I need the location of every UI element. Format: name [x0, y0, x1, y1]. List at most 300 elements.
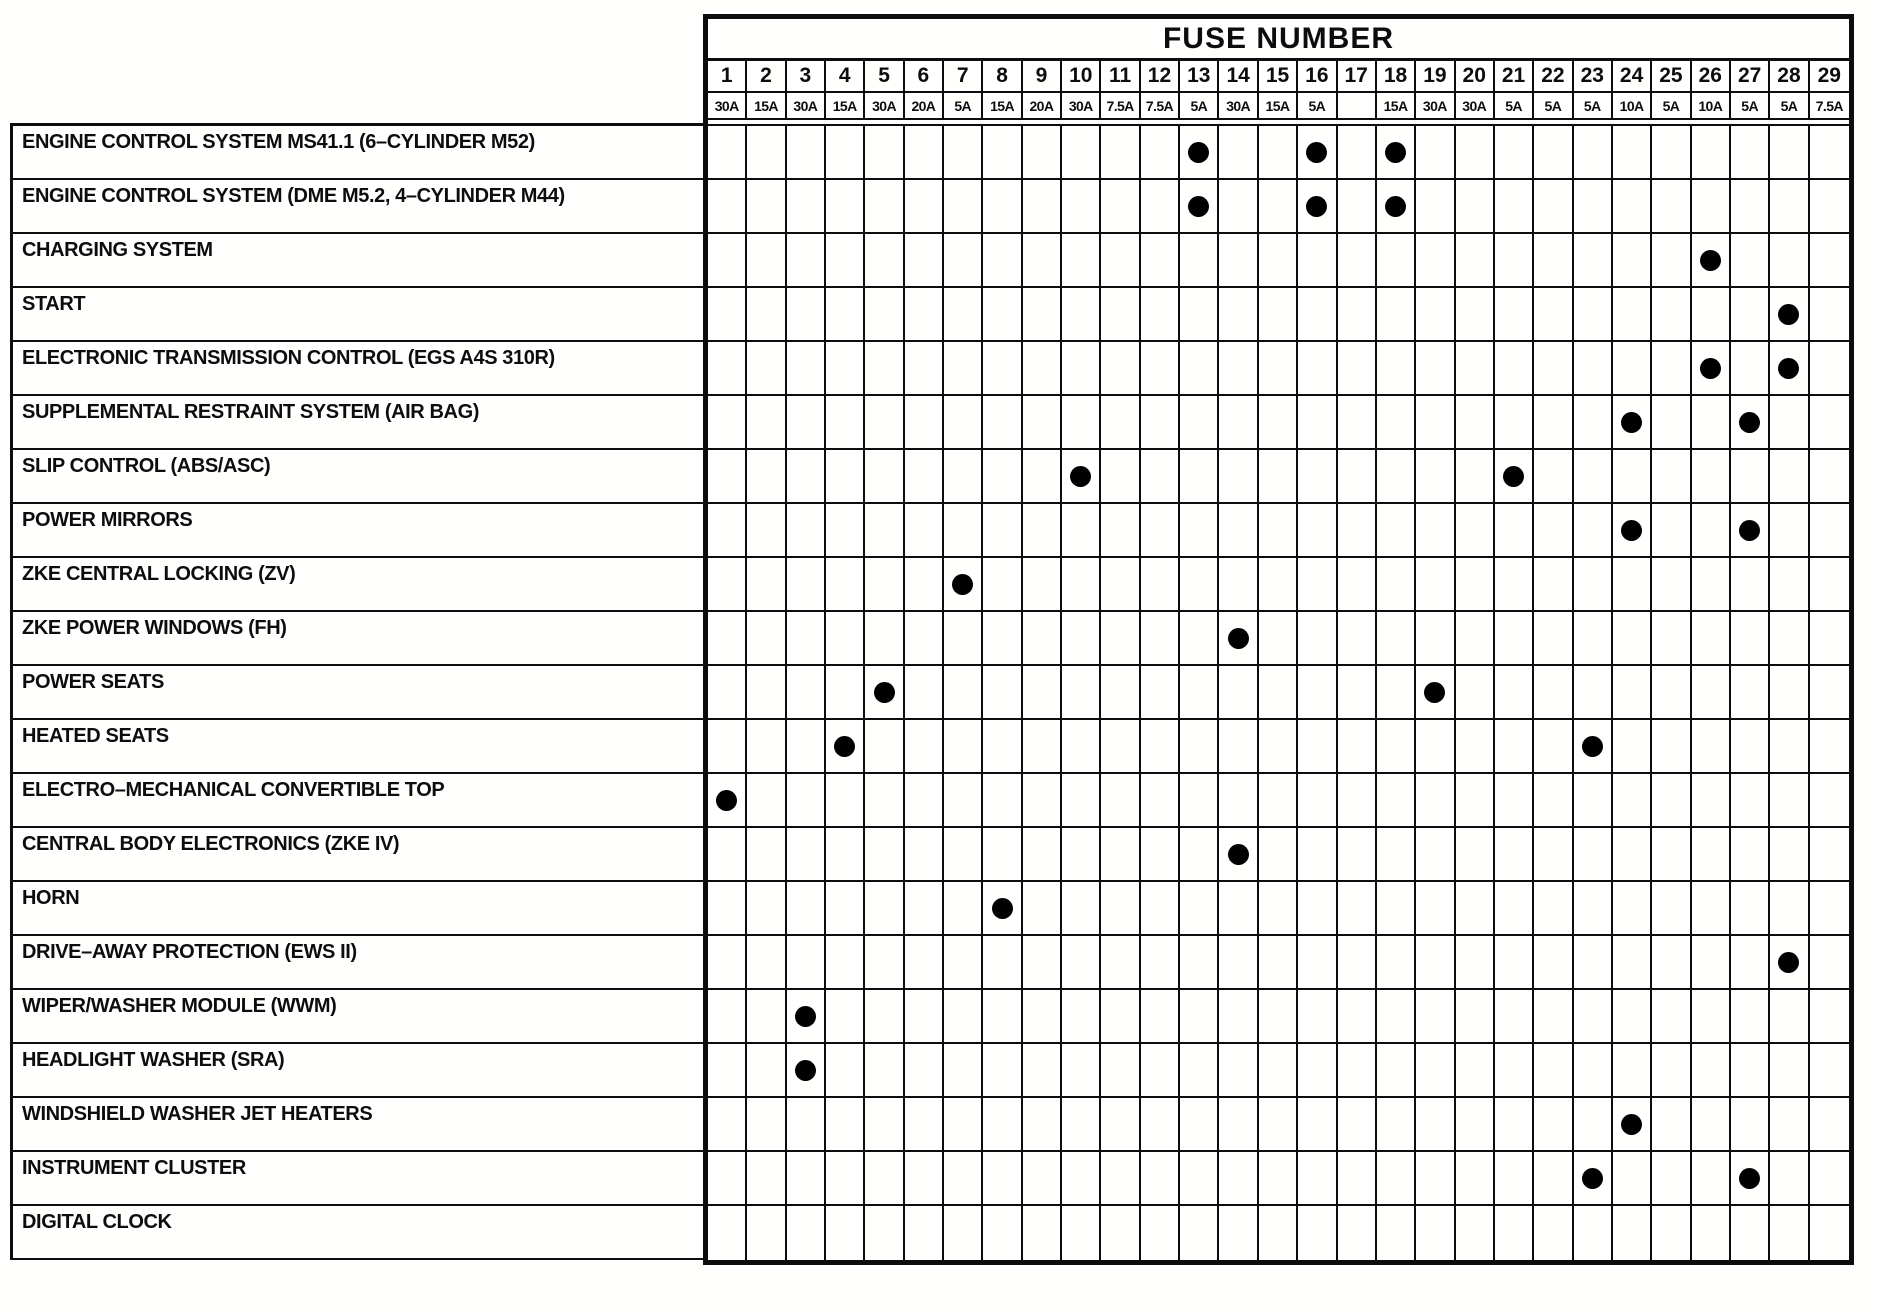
grid-cell [865, 936, 904, 990]
fuse-amperage-cell: 30A [787, 93, 826, 118]
grid-cell [1062, 180, 1101, 234]
grid-cell [708, 1152, 747, 1206]
fuse-assignment-dot [1778, 952, 1799, 973]
fuse-number-cell: 17 [1338, 61, 1377, 91]
grid-cell [905, 180, 944, 234]
grid-cell [1259, 720, 1298, 774]
grid-cell [1338, 504, 1377, 558]
grid-cell [1534, 180, 1573, 234]
grid-cell [826, 936, 865, 990]
grid-cell [747, 342, 786, 396]
grid-cell [1023, 396, 1062, 450]
grid-cell [826, 180, 865, 234]
grid-cell [1534, 828, 1573, 882]
grid-cell [708, 180, 747, 234]
grid-cell [1377, 1206, 1416, 1260]
grid-cell [983, 450, 1022, 504]
system-label-row [10, 504, 703, 558]
grid-cell [1534, 990, 1573, 1044]
grid-cell [1062, 1152, 1101, 1206]
grid-cell [1180, 990, 1219, 1044]
fuse-amperage-cell: 15A [747, 93, 786, 118]
grid-cell [1770, 666, 1809, 720]
grid-cell [1180, 558, 1219, 612]
fuse-number-cell: 12 [1141, 61, 1180, 91]
grid-cell [1298, 774, 1337, 828]
grid-cell [1416, 990, 1455, 1044]
grid-cell [865, 1098, 904, 1152]
grid-cell [1731, 504, 1770, 558]
fuse-assignment-dot [992, 898, 1013, 919]
grid-cell [1534, 558, 1573, 612]
grid-cell [1574, 990, 1613, 1044]
fuse-amperage-cell: 20A [905, 93, 944, 118]
grid-cell [865, 720, 904, 774]
grid-cell [1770, 990, 1809, 1044]
grid-cell [1298, 666, 1337, 720]
grid-cell [905, 288, 944, 342]
grid-cell [1023, 612, 1062, 666]
grid-cell [708, 666, 747, 720]
fuse-number-cell: 9 [1023, 61, 1062, 91]
fuse-assignment-dot [795, 1006, 816, 1027]
fuse-number-cell: 26 [1692, 61, 1731, 91]
grid-cell [1141, 504, 1180, 558]
grid-cell [1180, 1152, 1219, 1206]
grid-cell [826, 1152, 865, 1206]
grid-cell [1219, 1152, 1258, 1206]
grid-cell [944, 666, 983, 720]
grid-cell [1023, 288, 1062, 342]
system-label-row [10, 882, 703, 936]
grid-cell [1219, 126, 1258, 180]
grid-cell [865, 882, 904, 936]
grid-cell [1219, 882, 1258, 936]
grid-cell [1377, 1098, 1416, 1152]
grid-cell [1298, 342, 1337, 396]
grid-cell [747, 612, 786, 666]
fuse-amperage-cell: 5A [1731, 93, 1770, 118]
grid-cell [787, 774, 826, 828]
grid-cell [1416, 396, 1455, 450]
grid-cell [708, 342, 747, 396]
grid-cell [1652, 342, 1691, 396]
fuse-assignment-dot [1621, 1114, 1642, 1135]
grid-cell [1613, 990, 1652, 1044]
fuse-amperage-cell: 5A [1495, 93, 1534, 118]
grid-cell [1141, 450, 1180, 504]
fuse-assignment-dot [1739, 1168, 1760, 1189]
grid-cell [1377, 450, 1416, 504]
grid-cell [1495, 936, 1534, 990]
fuse-number-cell: 7 [944, 61, 983, 91]
grid-cell [1219, 288, 1258, 342]
grid-cell [905, 126, 944, 180]
grid-cell [1101, 828, 1140, 882]
grid-cell [1613, 1044, 1652, 1098]
system-label: ENGINE CONTROL SYSTEM MS41.1 (6–CYLINDER M52) [22, 131, 535, 153]
grid-cell [1259, 612, 1298, 666]
system-label: DRIVE–AWAY PROTECTION (EWS II) [22, 941, 357, 963]
grid-cell [1141, 234, 1180, 288]
grid-cell [865, 288, 904, 342]
grid-cell [1456, 1098, 1495, 1152]
fuse-number-cell: 4 [826, 61, 865, 91]
grid-cell [1574, 396, 1613, 450]
grid-cell [1298, 504, 1337, 558]
grid-cell [1141, 612, 1180, 666]
grid-cell [1338, 666, 1377, 720]
system-label-row [10, 990, 703, 1044]
grid-cell [1416, 666, 1455, 720]
grid-cell [787, 1206, 826, 1260]
grid-cell [1731, 774, 1770, 828]
grid-cell [1495, 288, 1534, 342]
grid-cell [1180, 396, 1219, 450]
grid-cell [1810, 1206, 1849, 1260]
grid-cell [905, 936, 944, 990]
fuse-amperage-cell: 15A [826, 93, 865, 118]
grid-cell [1180, 180, 1219, 234]
grid-cell [1613, 720, 1652, 774]
fuse-assignment-dot [834, 736, 855, 757]
system-label-row [10, 1098, 703, 1152]
grid-cell [1141, 180, 1180, 234]
grid-cell [1062, 774, 1101, 828]
grid-cell [1731, 180, 1770, 234]
grid-cell [983, 396, 1022, 450]
grid-cell [1180, 1098, 1219, 1152]
grid-cell [1298, 1152, 1337, 1206]
grid-cell [1652, 774, 1691, 828]
grid-cell [1692, 126, 1731, 180]
grid-cell [944, 396, 983, 450]
grid-cell [1770, 1152, 1809, 1206]
grid-cell [865, 774, 904, 828]
system-labels-column [10, 123, 703, 1260]
grid-cell [1338, 882, 1377, 936]
fuse-number-cell: 20 [1456, 61, 1495, 91]
fuse-assignment-dot [1778, 358, 1799, 379]
grid-cell [1062, 126, 1101, 180]
grid-cell [747, 774, 786, 828]
grid-cell [1456, 504, 1495, 558]
grid-cell [1141, 1044, 1180, 1098]
grid-cell [1298, 828, 1337, 882]
system-label-row [10, 1044, 703, 1098]
grid-cell [1101, 1206, 1140, 1260]
system-label-row [10, 1152, 703, 1206]
grid-cell [865, 504, 904, 558]
fuse-dot-grid [708, 126, 1849, 1260]
grid-cell [1574, 288, 1613, 342]
grid-cell [1298, 720, 1337, 774]
grid-cell [1377, 720, 1416, 774]
grid-cell [983, 180, 1022, 234]
grid-cell [1574, 612, 1613, 666]
grid-cell [865, 612, 904, 666]
grid-cell [1692, 234, 1731, 288]
grid-cell [1810, 720, 1849, 774]
grid-cell [787, 1152, 826, 1206]
grid-cell [826, 1044, 865, 1098]
grid-cell [1101, 558, 1140, 612]
grid-cell [708, 504, 747, 558]
grid-cell [1259, 396, 1298, 450]
grid-cell [1101, 396, 1140, 450]
grid-cell [1810, 936, 1849, 990]
grid-cell [983, 504, 1022, 558]
grid-cell [1731, 450, 1770, 504]
fuse-amperage-cell: 30A [1456, 93, 1495, 118]
grid-cell [865, 828, 904, 882]
grid-cell [1377, 558, 1416, 612]
fuse-amperage-cell: 5A [1298, 93, 1337, 118]
grid-cell [1141, 126, 1180, 180]
grid-cell [1259, 1098, 1298, 1152]
grid-cell [1692, 936, 1731, 990]
grid-cell [1219, 558, 1258, 612]
grid-cell [747, 288, 786, 342]
grid-cell [1495, 1098, 1534, 1152]
grid-cell [1298, 882, 1337, 936]
grid-cell [826, 828, 865, 882]
grid-cell [1495, 450, 1534, 504]
grid-cell [787, 882, 826, 936]
fuse-assignment-dot [1739, 520, 1760, 541]
grid-cell [865, 558, 904, 612]
grid-cell [1495, 126, 1534, 180]
grid-cell [1495, 180, 1534, 234]
fuse-assignment-dot [1582, 1168, 1603, 1189]
grid-cell [1810, 1098, 1849, 1152]
grid-cell [1338, 558, 1377, 612]
grid-cell [1062, 882, 1101, 936]
grid-cell [1652, 1206, 1691, 1260]
system-label: DIGITAL CLOCK [22, 1211, 172, 1233]
fuse-number-cell: 29 [1817, 64, 1841, 87]
grid-cell [1180, 612, 1219, 666]
system-label: WINDSHIELD WASHER JET HEATERS [22, 1103, 373, 1125]
grid-cell [1770, 504, 1809, 558]
grid-cell [865, 234, 904, 288]
grid-cell [1101, 288, 1140, 342]
grid-cell [1062, 288, 1101, 342]
grid-cell [1298, 990, 1337, 1044]
system-label-row [10, 342, 703, 396]
grid-cell [1770, 126, 1809, 180]
grid-cell [1810, 288, 1849, 342]
grid-cell [1770, 180, 1809, 234]
grid-cell [1652, 720, 1691, 774]
grid-cell [1731, 828, 1770, 882]
grid-cell [1456, 1044, 1495, 1098]
fuse-number-cell: 14 [1219, 61, 1258, 91]
grid-cell [1534, 1206, 1573, 1260]
grid-cell [1219, 612, 1258, 666]
grid-cell [708, 1044, 747, 1098]
grid-cell [1219, 396, 1258, 450]
grid-cell [1652, 234, 1691, 288]
system-label-row [10, 774, 703, 828]
grid-cell [1731, 288, 1770, 342]
grid-cell [1338, 342, 1377, 396]
grid-cell [1534, 1044, 1573, 1098]
grid-cell [1692, 990, 1731, 1044]
grid-cell [1416, 1098, 1455, 1152]
grid-cell [787, 180, 826, 234]
grid-cell [1456, 396, 1495, 450]
grid-cell [1298, 936, 1337, 990]
grid-cell [1574, 1044, 1613, 1098]
grid-cell [1101, 504, 1140, 558]
grid-cell [1259, 882, 1298, 936]
grid-cell [1534, 666, 1573, 720]
grid-cell [1770, 612, 1809, 666]
grid-cell [1495, 1044, 1534, 1098]
grid-cell [1062, 396, 1101, 450]
system-label: SLIP CONTROL (ABS/ASC) [22, 455, 271, 477]
grid-cell [1770, 936, 1809, 990]
grid-cell [1692, 666, 1731, 720]
fuse-number-cell: 22 [1534, 61, 1573, 91]
grid-cell [1731, 936, 1770, 990]
fuse-amperage-cell: 5A [1180, 93, 1219, 118]
grid-cell [1101, 936, 1140, 990]
grid-cell [1298, 1044, 1337, 1098]
grid-cell [905, 558, 944, 612]
grid-cell [787, 666, 826, 720]
fuse-assignment-dot [1739, 412, 1760, 433]
grid-cell [1377, 1044, 1416, 1098]
grid-cell [1416, 1152, 1455, 1206]
grid-cell [1416, 774, 1455, 828]
system-label: WIPER/WASHER MODULE (WWM) [22, 995, 337, 1017]
fuse-assignment-dot [716, 790, 737, 811]
grid-cell [1574, 342, 1613, 396]
grid-cell [1141, 1206, 1180, 1260]
grid-cell [1298, 558, 1337, 612]
system-label: ELECTRO–MECHANICAL CONVERTIBLE TOP [22, 779, 445, 801]
grid-cell [944, 720, 983, 774]
fuse-assignment-dot [1424, 682, 1445, 703]
fuse-assignment-dot [1306, 196, 1327, 217]
grid-cell [1416, 558, 1455, 612]
system-label: HORN [22, 887, 80, 909]
grid-cell [1141, 720, 1180, 774]
grid-cell [1810, 1152, 1849, 1206]
grid-cell [1613, 396, 1652, 450]
grid-cell [1613, 504, 1652, 558]
grid-cell [787, 558, 826, 612]
grid-cell [1101, 1098, 1140, 1152]
grid-cell [1810, 882, 1849, 936]
system-label: CHARGING SYSTEM [22, 239, 213, 261]
fuse-amperage-cell: 7.5A [1101, 93, 1140, 118]
grid-cell [1101, 126, 1140, 180]
grid-cell [944, 828, 983, 882]
grid-cell [1810, 126, 1849, 180]
grid-cell [1534, 126, 1573, 180]
grid-cell [787, 720, 826, 774]
grid-cell [1062, 342, 1101, 396]
grid-cell [1377, 882, 1416, 936]
grid-cell [905, 1152, 944, 1206]
grid-cell [1062, 504, 1101, 558]
grid-cell [905, 774, 944, 828]
grid-cell [1259, 936, 1298, 990]
grid-cell [983, 126, 1022, 180]
grid-cell [1692, 1044, 1731, 1098]
fuse-amperage-cell: 7.5A [1141, 93, 1180, 118]
grid-cell [1652, 450, 1691, 504]
system-label: ENGINE CONTROL SYSTEM (DME M5.2, 4–CYLINDER M44) [22, 185, 565, 207]
grid-cell [1810, 612, 1849, 666]
grid-cell [1770, 1098, 1809, 1152]
system-label: SUPPLEMENTAL RESTRAINT SYSTEM (AIR BAG) [22, 401, 480, 423]
grid-cell [1377, 990, 1416, 1044]
grid-cell [1574, 558, 1613, 612]
grid-cell [1731, 396, 1770, 450]
grid-cell [1101, 234, 1140, 288]
fuse-number-cell: 2 [747, 61, 786, 91]
fuse-matrix-table [703, 14, 1854, 1265]
grid-cell [983, 1044, 1022, 1098]
grid-cell [865, 1206, 904, 1260]
grid-cell [1338, 450, 1377, 504]
grid-cell [905, 234, 944, 288]
grid-cell [1534, 396, 1573, 450]
grid-cell [1416, 882, 1455, 936]
grid-cell [1298, 126, 1337, 180]
grid-cell [944, 126, 983, 180]
grid-cell [1495, 612, 1534, 666]
grid-cell [747, 450, 786, 504]
grid-cell [1613, 450, 1652, 504]
grid-cell [1416, 612, 1455, 666]
grid-cell [1377, 1152, 1416, 1206]
grid-cell [1259, 828, 1298, 882]
grid-cell [1062, 990, 1101, 1044]
grid-cell [865, 1044, 904, 1098]
grid-cell [747, 180, 786, 234]
grid-cell [865, 450, 904, 504]
fuse-amperage-cell: 5A [1652, 93, 1691, 118]
grid-cell [1574, 774, 1613, 828]
grid-cell [1141, 1152, 1180, 1206]
grid-cell [1574, 828, 1613, 882]
grid-cell [1810, 828, 1849, 882]
grid-cell [1810, 666, 1849, 720]
grid-cell [1219, 1044, 1258, 1098]
grid-cell [983, 558, 1022, 612]
grid-cell [1219, 990, 1258, 1044]
grid-cell [1613, 1206, 1652, 1260]
grid-cell [1731, 234, 1770, 288]
grid-cell [1180, 774, 1219, 828]
grid-cell [1613, 288, 1652, 342]
grid-cell [1416, 1044, 1455, 1098]
grid-cell [1731, 882, 1770, 936]
grid-cell [1062, 828, 1101, 882]
fuse-amperage-cell: 5A [1534, 93, 1573, 118]
grid-cell [1338, 234, 1377, 288]
fuse-number-cell: 1 [708, 61, 747, 91]
grid-cell [1731, 720, 1770, 774]
grid-cell [1534, 1152, 1573, 1206]
grid-cell [826, 720, 865, 774]
grid-cell [983, 1206, 1022, 1260]
